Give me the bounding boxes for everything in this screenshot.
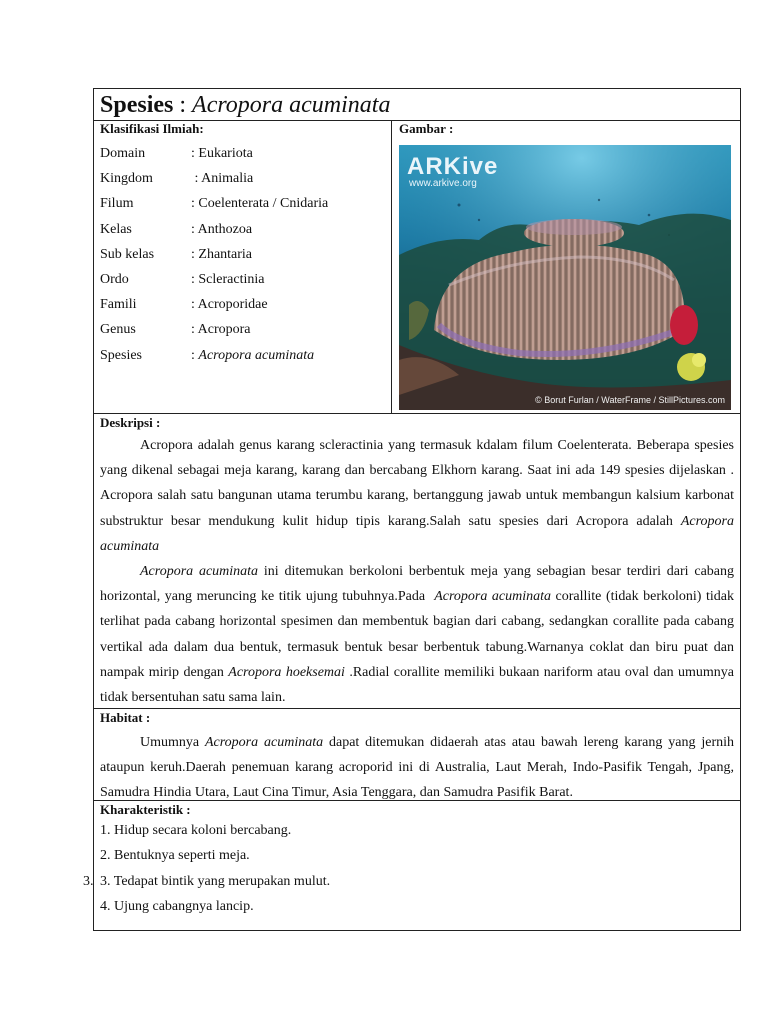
- coral-photo: [399, 145, 731, 410]
- deskripsi-body: [100, 433, 738, 710]
- species-name: Acropora acuminata: [434, 589, 551, 605]
- classification-key: Sub kelas: [100, 246, 155, 262]
- classification-value-species: Acropora acuminata: [198, 347, 315, 363]
- deskripsi-paragraph: [100, 433, 734, 559]
- classification-key: Filum: [100, 196, 134, 212]
- kharakteristik-heading: Kharakteristik :: [100, 802, 191, 817]
- text-run: dapat ditemukan didaerah atas atau bawah lereng karang yang jernih ataupun keruh.Daerah penemuan karang acroporid ini di Australia, Laut Merah, Indo-Pasifik Tengah, Jpang, Samudra Hindia Utara, Laut Cina Timur, Asia Tenggara, dan Samudra Pasifik Barat.: [100, 735, 735, 801]
- deskripsi-paragraph: [100, 559, 738, 710]
- classification-key: Famili: [100, 297, 137, 313]
- photo-credit: © Borut Furlan / WaterFrame / StillPictures.com: [535, 395, 725, 405]
- classification-value: : Acroporidae: [191, 297, 268, 313]
- title-separator: :: [173, 92, 193, 118]
- classification-row: [100, 195, 390, 220]
- klasifikasi-heading: Klasifikasi Ilmiah:: [100, 121, 204, 136]
- classification-key: Domain: [100, 146, 146, 161]
- outer-list-number: 3.: [83, 873, 94, 889]
- classification-row: [100, 271, 390, 296]
- classification-row: [100, 170, 390, 195]
- page-title: [100, 91, 390, 119]
- arkive-logo: ARKive: [407, 153, 499, 180]
- text-run: Acropora adalah genus karang scleractinia yang termasuk kdalam filum Coelenterata. Beberapa spesies yang dikenal sebagai meja karang, karang dan bercabang Elkhorn karang. Saat ini ada 149 spesies dijelaskan . Acropora salah satu bangunan utama terumbu karang, bertanggung jawab untuk membangun kalsium karbonat substruktur besar mendukung kulit hidup tipis karang.Salah satu spesies dari Acropora adalah: [100, 438, 734, 529]
- species-name: Acropora hoeksemai: [228, 664, 345, 680]
- list-item: 2. Bentuknya seperti meja.: [100, 848, 250, 864]
- classification-row: [100, 145, 390, 170]
- classification-list: [100, 145, 390, 372]
- classification-row: [100, 246, 390, 271]
- classification-value-prefix: :: [191, 347, 199, 363]
- classification-value: : Anthozoa: [191, 221, 253, 237]
- list-item: 4. Ujung cabangnya lancip.: [100, 898, 254, 914]
- text-run: Umumnya: [140, 735, 205, 750]
- species-name: Acropora acuminata: [140, 564, 259, 580]
- classification-key: Genus: [100, 322, 136, 338]
- classification-value: : Acropora: [191, 322, 251, 338]
- classification-row: [100, 321, 390, 346]
- text-run: .Radial corallite memiliki bukaan nariform atau oval dan umumnya tidak bersentuhan satu sama lain.: [100, 664, 735, 706]
- kharakteristik-list: [83, 821, 720, 922]
- deskripsi-heading: Deskripsi :: [100, 415, 161, 430]
- classification-key: Ordo: [100, 271, 129, 287]
- classification-value: : Eukariota: [191, 146, 253, 161]
- species-sheet: [83, 88, 741, 931]
- classification-row: [100, 221, 390, 246]
- habitat-body: [100, 730, 734, 806]
- text-run: corallite (tidak berkoloni) tidak terlihat pada cabang horizontal spesimen dan membentuk bagian dari cabang, sedangkan corallite pada cabang vertikal ada dalam dua bentuk, termasuk bentuk besar berbentuk tabung.Warnanya coklat dan biru puat dan nampak mirip dengan: [100, 589, 734, 680]
- classification-value: : Animalia: [191, 171, 254, 187]
- list-item: [83, 872, 720, 897]
- classification-value: : Scleractinia: [191, 271, 265, 287]
- habitat-paragraph: [100, 730, 734, 806]
- classification-row: [100, 347, 390, 372]
- classification-key: Spesies: [100, 347, 142, 363]
- classification-key: Kingdom: [100, 171, 153, 187]
- divider: [391, 120, 392, 414]
- classification-value: : Coelenterata / Cnidaria: [191, 196, 329, 212]
- list-item: 1. Hidup secara koloni bercabang.: [100, 823, 292, 838]
- arkive-url: www.arkive.org: [409, 178, 477, 189]
- habitat-heading: Habitat :: [100, 710, 151, 725]
- classification-key: Kelas: [100, 221, 132, 237]
- gambar-heading: Gambar :: [399, 121, 454, 136]
- title-label: Spesies: [100, 92, 174, 118]
- title-species-name: Acropora acuminata: [192, 92, 391, 118]
- classification-value: : Zhantaria: [191, 246, 253, 262]
- species-name: Acropora acuminata: [204, 735, 324, 750]
- classification-value: [191, 347, 314, 365]
- divider: [94, 413, 740, 414]
- classification-row: [100, 296, 390, 321]
- text-run: ini ditemukan berkoloni berbentuk meja yang sebagian besar terdiri dari cabang horizontal, yang meruncing ke titik ujung tubuhnya.Pada: [100, 564, 738, 605]
- species-name: Acropora acuminata: [100, 513, 734, 554]
- list-item-text: 3. Tedapat bintik yang merupakan mulut.: [100, 873, 331, 889]
